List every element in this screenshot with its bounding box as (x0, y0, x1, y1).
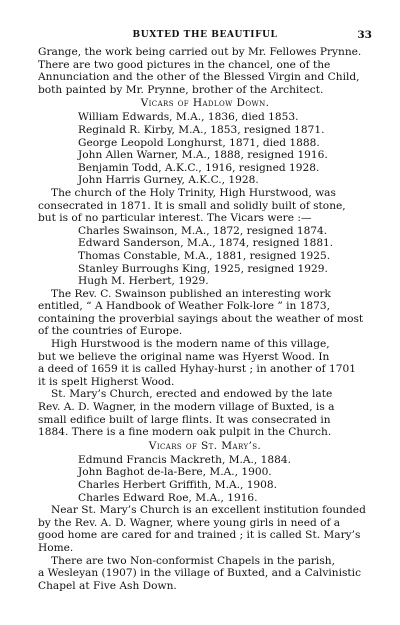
paragraph-institution (38, 504, 372, 554)
page-number: 33 (357, 29, 372, 41)
text-line: St. Mary’s Church, erected and endowed by the late (51, 388, 333, 401)
text-line: both painted by Mr. Prynne, brother of the Architect. (38, 83, 324, 96)
list-item: Hugh M. Herbert, 1929. (78, 275, 209, 288)
list-item: George Leopold Longhurst, 1871, died 1888. (78, 136, 320, 149)
text-line: There are two good pictures in the chancel, one of the (38, 58, 331, 71)
text-line: The church of the Holy Trinity, High Hurstwood, was (51, 186, 336, 199)
text-line: a deed of 1659 it is called Hyhay-hurst ; in another of 1701 (38, 363, 356, 376)
paragraph-chapels (38, 555, 372, 593)
text-line: it is spelt Higherst Wood. (38, 375, 175, 388)
list-item: Charles Herbert Griffith, M.A., 1908. (78, 479, 278, 491)
list-item: Edmund Francis Mackreth, M.A., 1884. (78, 453, 291, 466)
text-line: Near St. Mary’s Church is an excellent institution founded (51, 504, 366, 517)
text-line: Home. (38, 541, 74, 554)
running-head (38, 28, 372, 42)
list-item: Thomas Constable, M.A., 1881, resigned 1925. (78, 249, 331, 262)
text-line: High Hurstwood is the modern name of this village, (51, 338, 330, 351)
list-item: Reginald R. Kirby, M.A., 1853, resigned 1871. (78, 123, 325, 136)
text-line: consecrated in 1871. It is small and solidly built of stone, (38, 199, 346, 212)
list-item: John Allen Warner, M.A., 1888, resigned 1916. (78, 149, 328, 162)
paragraph-chancel-pictures (38, 46, 372, 96)
list-hadlow-vicars (38, 111, 372, 187)
list-item: Charles Swainson, M.A., 1872, resigned 1874. (78, 224, 328, 237)
text-line: but is of no particular interest. The Vicars were :— (38, 212, 312, 225)
text-line: Grange, the work being carried out by Mr. Fellowes Prynne. (38, 46, 362, 58)
list-st-marys-vicars (38, 454, 372, 504)
text-line: There are two Non-conformist Chapels in the parish, (51, 554, 335, 567)
text-line: Rev. A. D. Wagner, in the modern village of Buxted, is a (38, 401, 335, 414)
list-item: John Harris Gurney, A.K.C., 1928. (78, 174, 259, 187)
list-item: Charles Edward Roe, M.A., 1916. (78, 491, 258, 504)
text-line: Chapel at Five Ash Down. (38, 579, 177, 592)
text-line: good home are cared for and trained ; it is called St. Mary’s (38, 529, 361, 542)
text-line: but we believe the original name was Hyerst Wood. In (38, 350, 330, 363)
running-title: BUXTED THE BEAUTIFUL (132, 30, 278, 40)
paragraph-st-marys-church (38, 388, 372, 438)
text-line: The Rev. C. Swainson published an interesting work (51, 287, 331, 300)
section-heading-hadlow-down: Vicars of Hadlow Down. (140, 97, 270, 110)
list-trinity-vicars (38, 225, 372, 288)
text-line: of the countries of Europe. (38, 325, 183, 338)
text-line: entitled, “ A Handbook of Weather Folk-lore ” in 1873, (38, 300, 331, 313)
list-item: John Baghot de-la-Bere, M.A., 1900. (78, 466, 272, 479)
paragraph-hyerst-wood (38, 338, 372, 388)
paragraph-swainson (38, 288, 372, 338)
paragraph-holy-trinity (38, 187, 372, 225)
text-line: by the Rev. A. D. Wagner, where young girls in need of a (38, 516, 341, 529)
text-line: containing the proverbial sayings about the weather of most (38, 312, 364, 325)
text-line: 1884. There is a fine modern oak pulpit in the Church. (38, 426, 332, 439)
text-line: Annunciation and the other of the Blessed Virgin and Child, (38, 71, 360, 84)
text-line: small edifice built of large flints. It was consecrated in (38, 413, 331, 426)
section-heading-st-marys: Vicars of St. Mary’s. (148, 439, 262, 452)
list-item: William Edwards, M.A., 1836, died 1853. (78, 111, 299, 124)
list-item: Benjamin Todd, A.K.C., 1916, resigned 1928. (78, 161, 320, 174)
list-item: Edward Sanderson, M.A., 1874, resigned 1881. (78, 237, 334, 250)
list-item: Stanley Burroughs King, 1925, resigned 1929. (78, 262, 328, 275)
page-body (38, 46, 372, 592)
text-line: a Wesleyan (1907) in the village of Buxted, and a Calvinistic (38, 567, 362, 580)
